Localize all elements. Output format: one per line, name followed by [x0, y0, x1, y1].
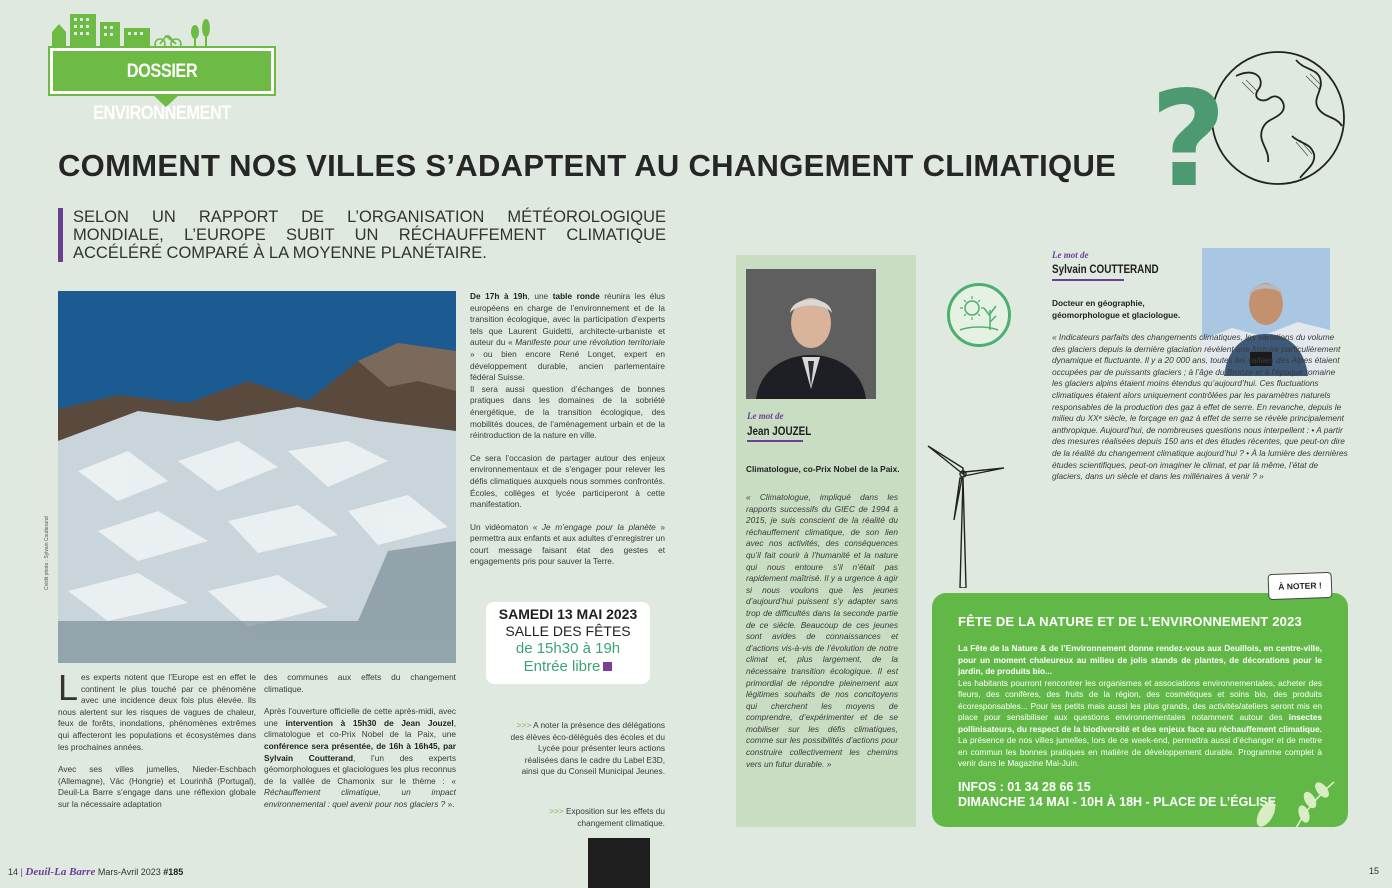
page-number-right: 15 — [1369, 866, 1380, 876]
a-noter-badge: À NOTER ! — [1268, 572, 1333, 600]
event-entry: Entrée libre — [486, 658, 650, 676]
coutterand-name-underline — [1052, 279, 1124, 281]
banner-pointer — [152, 94, 180, 107]
issue-number: #185 — [163, 867, 184, 877]
section-banner — [50, 48, 274, 124]
page-title: COMMENT NOS VILLES S’ADAPTENT AU CHANGEMENT CLIMATIQUE — [58, 148, 1117, 183]
page-number-left: 14 — [8, 867, 19, 877]
festival-intro: La Fête de la Nature & de l’Environnement donne rendez-vous aux Deuillois, en centre-ville, pour un moment chaleureux au milieu de jolis stands de plantes, de décorations pour le jardin, de produits bio... — [958, 643, 1322, 676]
article-column-2 — [264, 672, 456, 811]
col1-paragraph-2: Avec ses villes jumelles, Nieder-Eschbach (Allemagne), Vác (Hongrie) et Lourinhã (Portugal), Deuil-La Barre s’engage dans une réflexion globale sur la nécessaire adaptation — [58, 764, 256, 809]
square-bullet-icon — [603, 662, 612, 671]
coutterand-name: Sylvain COUTTERAND — [1052, 264, 1159, 276]
col3-paragraph-3: Ce sera l’occasion de partager autour des enjeux environnementaux et de s’engager pour relever les défis climatiques auxquels nous sommes confrontés. Écoles, collèges et lycée participeront à cette manifestation. — [470, 452, 665, 510]
drop-cap: L — [58, 667, 79, 708]
wind-turbine-icon — [918, 438, 1008, 588]
magazine-brand: Deuil-La Barre — [25, 866, 96, 878]
event-box — [486, 602, 650, 684]
festival-when: DIMANCHE 14 MAI - 10H À 18H - PLACE DE L’ÉGLISE — [958, 795, 1277, 809]
article-column-3 — [470, 291, 665, 568]
lead-paragraph: SELON UN RAPPORT DE L’ORGANISATION MÉTÉOROLOGIQUE MONDIALE, L’EUROPE SUBIT UN RÉCHAUFFEMENT CLIMATIQUE ACCÉLÉRÉ COMPARÉ À LA MOYENNE PLANÉTAIRE. — [58, 208, 666, 262]
jouzel-name-underline — [747, 440, 803, 442]
festival-title: FÊTE DE LA NATURE ET DE L’ENVIRONNEMENT 2023 — [958, 614, 1302, 629]
col2-paragraph-2: Après l’ouverture officielle de cette après-midi, avec une intervention à 15h30 de Jean Jouzel, climatologue et co-Prix Nobel de la Paix, une conférence sera présentée, de 16h à 16h45, par Sylvain Coutterand, l’un des experts géomorphologues et glaciologues les plus reconnus de la vallée de Chamonix sur le thème : « Réchauffement climatique, un impact environnemental : quel avenir pour nos glaciers ? ». — [264, 706, 456, 809]
festival-body: Les habitants pourront rencontrer les organismes et associations environnementales, acheter des fleurs, des conifères, des fruits de la région, des cosmétiques et soins bio, des produits écoresponsables... Pour les petits mais aussi les plus grands, des activités/ateliers seront mis en place pour sensibiliser aux questions environnementales notamment autour des insectes pollinisateurs, du respect de la biodiversité et des enjeux face au réchauffement climatique. La présence de nos villes jumelles, lors de ce week-end, permettra aussi d’échanger et de mettre en commun les bonnes pratiques en matière de développement durable. Programme complet à venir dans le Magazine Mai-Juin. — [958, 677, 1322, 768]
arrows-icon: >>> — [516, 720, 532, 730]
coutterand-motde: Le mot de — [1052, 250, 1089, 260]
coutterand-quote: « Indicateurs parfaits des changements climatiques, les variations du volume des glaciers depuis la dernière glaciation révèlent une histoire particulièrement dynamique et fluctuante. Il y a 20 000 ans, toutes les vallées des Alpes étaient occupées par de puissants glaciers ; à l’âge du Bronze et à l’époque romaine les glaciers alpins étaient moins étendus qu’aujourd’hui. Ces fluctuations climatiques étaient alors uniquement contrôlées par les paramètres naturels responsables de la production des gaz à effet de serre. En revanche, depuis le milieu du XXᵉ siècle, le forçage en gaz à effet de serre se révèle principalement anthropique. Aujourd’hui, de nombreuses questions nous interpellent : • A partir des mesures réalisées depuis 150 ans et des études récentes, que peut-on dire de la réalité du changement climatique aujourd’hui ? • À la lumière des dernières études scientifiques, peut-on imaginer le climat, et par là même, l’état de glaciers, dans un siècle et dans les millénaires à venir ? » — [1052, 332, 1348, 482]
col2-paragraph-1: des communes aux effets du changement climatique. — [264, 672, 456, 694]
event-venue: SALLE DES FÊTES — [505, 623, 631, 639]
glacier-photo — [58, 291, 456, 663]
col3-paragraph-2: Il sera aussi question d’échanges de bonnes pratiques dans les domaines de la sobriété énergétique, de la transition écologique, des mobilités douces, de l’aménagement urbain et de la réintroduction de la nature en ville. — [470, 383, 665, 441]
footer-left: 14 | Deuil-La Barre Mars-Avril 2023 #185 — [8, 866, 184, 878]
city-skyline-icon — [52, 10, 222, 50]
nature-emblem-icon — [947, 283, 1011, 347]
question-mark-graphic: ? — [1150, 63, 1227, 217]
col3-paragraph-1: De 17h à 19h, une table ronde réunira les élus européens en charge de l’environnement et de la transition écologique, avec la participation d’experts tels que Laurent Guidetti, architecte-urbaniste et auteur du « Manifeste pour une révolution territoriale » ou bien encore René Longet, expert en développement durable, ancien parlementaire fédéral Suisse. — [470, 291, 665, 383]
page-gutter-block — [588, 838, 650, 888]
jouzel-name: Jean JOUZEL — [747, 426, 812, 438]
arrows-icon: >>> — [549, 806, 564, 816]
col3-paragraph-4: Un vidéomaton « Je m’engage pour la planète » permettra aux enfants et aux adultes d’enregistrer un court message faisant état des gestes et engagements pris pour sauver la Terre. — [470, 521, 665, 567]
col1-paragraph-1: es experts notent que l’Europe est en effet le continent le plus touché par ce phénomène avec une incidence deux fois plus élevée. Ils nous alertent sur les risques de vagues de chaleur, feux de forêts, inondations, phénomènes extrêmes qui affecteront les populations et écosystèmes dans les prochaines années. — [58, 672, 256, 752]
festival-phone: INFOS : 01 34 28 66 15 — [958, 780, 1091, 794]
photo-credit: Crédit photo : Sylvain Coutterand — [44, 516, 50, 590]
article-column-1 — [58, 667, 256, 811]
jean-jouzel-portrait — [746, 269, 876, 399]
festival-text — [958, 643, 1322, 770]
jouzel-quote: « Climatologue, impliqué dans les rapports successifs du GIEC de 1994 à 2015, je suis conscient de la réalité du réchauffement climatique, de son lien avec nos activités, des conséquences qu’il fait courir à l’humanité et la nature qui nous entoure s’il n’était pas rapidement maîtrisé. Il y a urgence à agir si nous voulons que les jeunes d’aujourd’hui puissent s’y adapter sans trop de difficultés dans la seconde partie de ce siècle. Beaucoup de ces jeunes sont avides de connaissances et d’actions vis-à-vis de l’évolution de notre climat et, plus largement, de la nécessaire transition écologique. Il est primordial de répondre pleinement aux légitimes souhaits de nos concitoyens qui cherchent les moyens de comprendre, d’expérimenter et de se mobiliser sur les défis climatiques, comme sur les possibilités d’actions pour construire collectivement les chemins vers un futur durable. » — [746, 492, 898, 769]
note-exhibition: >>> Exposition sur les effets du changement climatique. — [549, 806, 665, 828]
issue-date: Mars-Avril 2023 — [97, 867, 161, 877]
leaves-icon — [1246, 770, 1346, 830]
jouzel-role: Climatologue, co-Prix Nobel de la Paix. — [746, 464, 900, 474]
festival-info — [958, 780, 1276, 810]
jouzel-motde: Le mot de — [747, 411, 784, 421]
event-hours: de 15h30 à 19h — [515, 640, 621, 657]
coutterand-role: Docteur en géographie, géomorphologue et glaciologue. — [1052, 298, 1181, 320]
event-date: SAMEDI 13 MAI 2023 — [498, 606, 638, 622]
section-label: DOSSIER ENVIRONNEMENT — [93, 61, 231, 124]
note-delegations: >>> A noter la présence des délégations des élèves éco-délégués des écoles et du Lycée pour présenter leurs actions réalisées dans le cadre du Label E3D, ainsi que du Conseil Municipal Jeunes. — [510, 720, 665, 777]
